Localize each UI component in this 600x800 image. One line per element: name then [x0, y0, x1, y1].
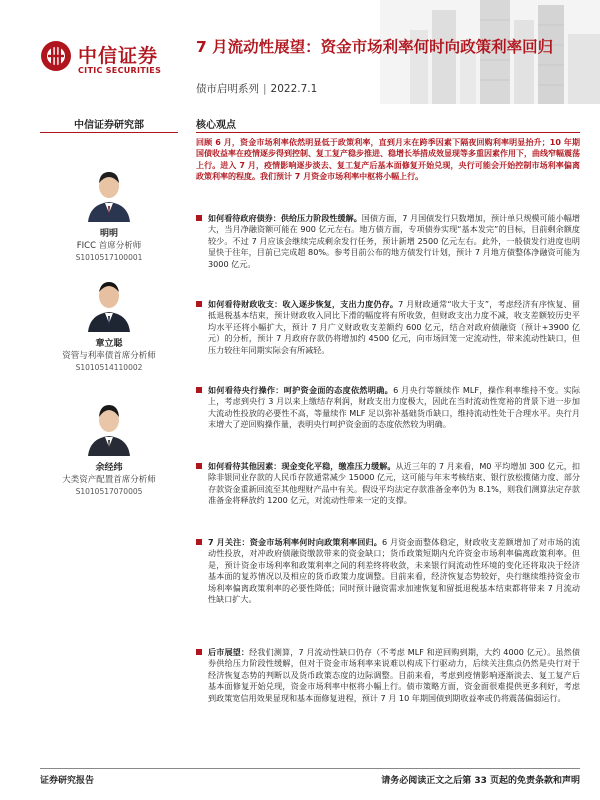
report-title: 7 月流动性展望：资金市场利率何时向政策利率回归	[196, 38, 554, 56]
footer-report-type: 证券研究报告	[40, 776, 95, 786]
bullet-lead: 7 月关注：资金市场利率何时向政策利率回归。	[208, 537, 383, 547]
bullet-paragraph	[196, 461, 580, 531]
core-views-heading: 核心观点	[196, 120, 236, 131]
analyst-photo	[84, 166, 134, 222]
report-date: 2022.7.1	[270, 83, 318, 95]
bullet-text: 7 月财政通常“收大于支”，考虑经济有序恢复、留抵退税基本结束，预计财政收入同比下滑的幅度将有所收敛，但财政支出力度不减，收支差额较历史平均水平还将小幅扩大，预计 7 月广义财政收支差额约 600 亿元，结合对政府债融资（预计+3900 亿元）的分析，预计 7 月政府存款仍将增加约 4500 亿元，向市场回笼一定流动性，带来流动性缺口，但压力较往年同期实际会有所减轻。	[208, 299, 580, 355]
bullet-paragraph	[196, 647, 580, 763]
bullet-square-icon	[196, 649, 202, 655]
analyst-id: S1010517100001	[75, 253, 143, 262]
bullet-lead: 如何看待财政收支：收入逐步恢复，支出力度仍存。	[208, 299, 399, 309]
analyst-role: 大类资产配置首席分析师	[62, 475, 156, 485]
analyst-id: S1010514110002	[75, 363, 143, 372]
bullet-square-icon	[196, 539, 202, 545]
bullet-square-icon	[196, 215, 202, 221]
analyst-photo	[84, 276, 134, 332]
bullet-paragraph	[196, 299, 580, 379]
bullet-lead: 如何看待政府债券：供给压力阶段性缓解。	[208, 213, 362, 223]
bullet-paragraph	[196, 213, 580, 293]
bullet-text: 6 月资金面整体稳定，财政收支差额增加了对市场的流动性投放，对冲政府债融资缴款带来的资金缺口；货币政策短期内允许资金市场利率偏离政策利率。但是，预计资金市场利率和政策利率之间的利差终将收敛，未来银行间流动性环境的变化还将取决于经济基本面的复苏情况以及相应的货币政策力度调整。目前来看，经济恢复态势较好，央行继续维持资金市场利率偏离政策利率的必要性降低；同时预计融资需求加速恢复和留抵退税基本结束都将带来 7 月流动性缺口扩大。	[208, 537, 580, 605]
bullet-lead: 如何看待央行操作：呵护资金面的态度依然明确。	[208, 385, 394, 395]
analyst-role: 资管与利率债首席分析师	[62, 351, 156, 361]
sidebar-divider	[40, 132, 178, 133]
analyst-name: 余经纬	[95, 463, 123, 473]
bullet-paragraph	[196, 385, 580, 455]
main-divider	[196, 132, 580, 133]
analyst-name: 明明	[99, 229, 118, 239]
bullet-text: 经我们测算，7 月流动性缺口仍存（不考虑 MLF 和逆回购到期，大约 4000 亿元）。虽然债券供给压力阶段性缓解，但对于资金市场利率来说难以构成下行驱动力，后续关注焦点仍然是央行对于经济恢复态势的判断以及货币政策态度的边际调整。目前来看，考虑到疫情影响逐渐淡去、复工复产后基本面修复开始兑现，资金市场利率中枢将小幅上行。债市策略方面，资金面很难提供更多利好，考虑到政策宽信用效果显现和基本面修复进程，预计 7 月 10 年期国债到期收益率或仍将震荡偏弱运行。	[208, 647, 580, 703]
citic-logo	[40, 40, 180, 80]
bullet-square-icon	[196, 463, 202, 469]
analyst-card	[40, 400, 178, 498]
citic-logo-icon	[40, 40, 72, 72]
footer-divider	[40, 768, 580, 769]
bullet-paragraph	[196, 537, 580, 641]
header-banner	[0, 0, 600, 104]
bullet-text: 从近三年的 7 月来看，M0 平均增加 300 亿元，扣除非银同业存款的人民币存款通常减少 15000 亿元，这可能与年末考核结束、银行放松揽储力度、部分存款资金重新回流至其他理财产品中有关。假设平均法定存款准备金率仍为 8.1%，则我们测算法定存款准备金将释放约 1200 亿元，对流动性带来一定的支撑。	[208, 461, 580, 506]
sidebar-heading: 中信证券研究部	[74, 120, 144, 131]
analyst-card	[40, 276, 178, 374]
series-name: 债市启明系列	[196, 83, 259, 95]
bullet-square-icon	[196, 387, 202, 393]
bullet-lead: 如何看待其他因素：现金变化平稳，缴准压力缓解。	[208, 461, 396, 471]
report-series-line: 债市启明系列 | 2022.7.1	[196, 83, 318, 95]
logo-text-en: CITIC SECURITIES	[78, 66, 162, 75]
analyst-card	[40, 166, 178, 264]
analyst-photo	[84, 400, 134, 456]
bullet-text: 国债方面，7 月国债发行只数增加，预计单只规模可能小幅增大，当月净融资额可能在 900 亿元左右。地方债方面，专项债券实现“基本发完”的目标，目前剩余额度较少。不过 7 月应该会继续完成剩余发行任务，预计新增 2500 亿元左右。此外，一般债发行进度也明显快于往年，目前已完成超 80%。参考目前公布的地方债发行计划，预计 7 月地方债整体净融资可能为 3000 亿元。	[208, 213, 580, 269]
bullet-lead: 后市展望：	[208, 647, 250, 657]
bullet-square-icon	[196, 301, 202, 307]
logo-text-cn: 中信证券	[78, 45, 159, 67]
analyst-name: 章立聪	[95, 339, 123, 349]
analyst-id: S1010517070005	[75, 487, 143, 496]
bullet-text: 6 月央行等额续作 MLF，操作利率维持不变。实际上，考虑到央行 3 月以来上缴结存利润，财政支出力度极大，因此在当时流动性宽裕的背景下进一步加大流动性投放的必要性不高，等量续作 MLF 足以弥补基础货币缺口，维持流动性处于合理水平。央行月末增大了逆回购操作量，表明央行呵护资金面的态度依然较为明确。	[208, 385, 580, 430]
summary-paragraph: 回顾 6 月，资金市场利率依然明显低于政策利率，直到月末在跨季因素下隔夜回购利率明显抬升；10 年期国债收益率在疫情逐步得到控制、复工复产稳步推进、稳增长举措成效显现等多重因素作用下，曲线窄幅震荡上行。进入 7 月，疫情影响逐步淡去、复工复产后基本面修复开始兑现，央行可能会开始控制市场利率偏离政策利率的程度。我们预计 7 月资金市场利率中枢将小幅上行。	[196, 138, 580, 182]
analyst-role: FICC 首席分析师	[76, 241, 142, 251]
footer-disclaimer: 请务必阅读正文之后第 33 页起的免责条款和声明	[381, 776, 580, 786]
